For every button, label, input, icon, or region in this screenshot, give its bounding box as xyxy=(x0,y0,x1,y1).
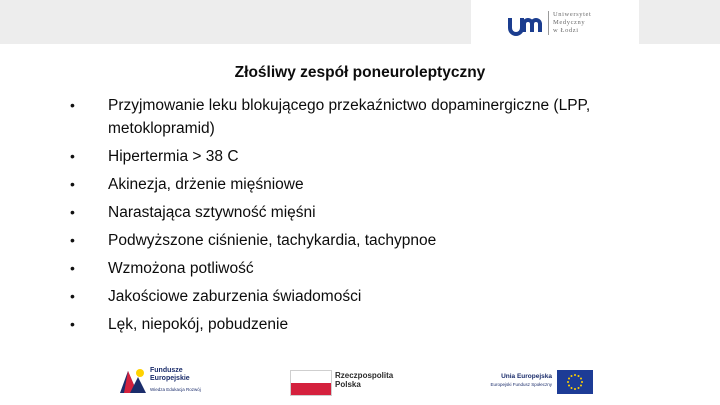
polish-flag-icon xyxy=(290,370,332,396)
list-item xyxy=(70,145,670,168)
bullet-icon: • xyxy=(70,232,75,248)
bullet-icon: • xyxy=(70,97,75,113)
list-item xyxy=(70,313,670,336)
list-item xyxy=(70,173,670,196)
fe-line-1: Fundusze xyxy=(150,367,183,374)
bullet-icon: • xyxy=(70,260,75,276)
list-item-text: Narastająca sztywność mięśni xyxy=(108,204,316,221)
eu-flag-icon xyxy=(557,370,593,394)
fe-logo-subtext: Wiedza Edukacja Rozwój xyxy=(150,387,201,392)
fundusze-europejskie-logo-icon xyxy=(116,365,150,397)
bullet-icon: • xyxy=(70,316,75,332)
ue-line-2: Europejski Fundusz Społeczny xyxy=(490,382,552,387)
list-item-text: Wzmożona potliwość xyxy=(108,260,254,277)
list-item-text: Hipertermia > 38 C xyxy=(108,148,239,165)
rzeczpospolita-text xyxy=(335,371,393,389)
rp-line-2: Polska xyxy=(335,380,361,389)
bullet-icon: • xyxy=(70,148,75,164)
list-item xyxy=(70,229,670,252)
list-item-text: Akinezja, drżenie mięśniowe xyxy=(108,176,304,193)
list-item-text: Lęk, niepokój, pobudzenie xyxy=(108,316,289,333)
list-item xyxy=(70,201,670,224)
ue-line-1: Unia Europejska xyxy=(501,373,552,380)
slide-title: Złośliwy zespół poneuroleptyczny xyxy=(234,64,486,81)
flag-red-stripe xyxy=(291,383,331,395)
list-item-text: Podwyższone ciśnienie, tachykardia, tachypnoe xyxy=(108,232,437,249)
university-name xyxy=(548,11,591,35)
list-item xyxy=(70,257,670,280)
university-line-2: Medyczny xyxy=(553,19,586,26)
fe-line-2: Europejskie xyxy=(150,375,190,382)
bullet-icon: • xyxy=(70,204,75,220)
university-line-3: w Łodzi xyxy=(553,27,579,34)
fe-logo-text xyxy=(150,367,190,383)
bullet-icon: • xyxy=(70,176,75,192)
um-logo-icon xyxy=(508,14,542,36)
eu-text xyxy=(478,373,552,389)
rp-line-1: Rzeczpospolita xyxy=(335,371,394,380)
list-item xyxy=(70,94,670,140)
symptom-list xyxy=(70,94,670,341)
flag-white-stripe xyxy=(291,371,331,383)
list-item-text: Przyjmowanie leku blokującego przekaźnictwo dopaminergiczne (LPP, metoklopramid) xyxy=(108,97,591,137)
bullet-icon: • xyxy=(70,288,75,304)
list-item-text: Jakościowe zaburzenia świadomości xyxy=(108,288,362,305)
list-item xyxy=(70,285,670,308)
university-line-1: Uniwersytet xyxy=(553,11,592,18)
